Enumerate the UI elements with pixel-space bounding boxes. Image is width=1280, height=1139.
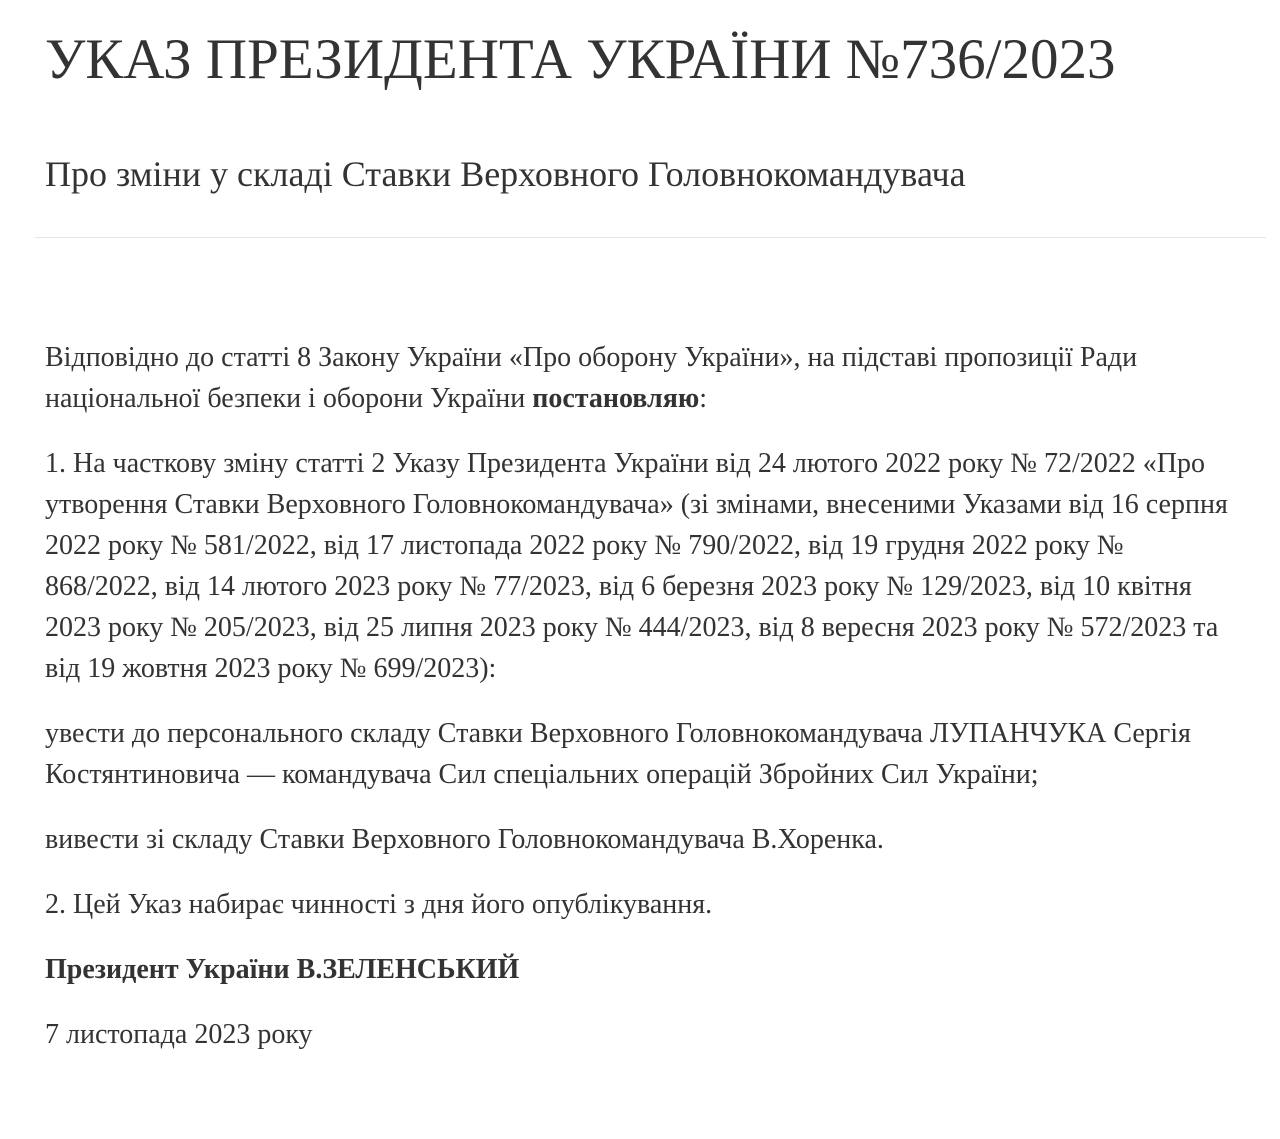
paragraph-remove-member: вивести зі складу Ставки Верховного Головнокомандувача В.Хоренка. bbox=[45, 824, 884, 855]
divider bbox=[35, 237, 1266, 238]
page-subtitle: Про зміни у складі Ставки Верховного Головнокомандувача bbox=[45, 154, 966, 194]
paragraph-add-member: увести до персонального складу Ставки Верховного Головнокомандувача ЛУПАНЧУКА Сергія Костянтиновича — командувача Сил спеціальних операцій Збройних Сил України; bbox=[45, 718, 1191, 790]
decree-body bbox=[45, 337, 1238, 1055]
preamble-text: Відповідно до статті 8 Закону України «Про оборону України», на підставі пропозиції Ради національної безпеки і оборони України bbox=[45, 342, 1138, 414]
date-line: 7 листопада 2023 року bbox=[45, 1019, 313, 1050]
preamble-colon: : bbox=[699, 383, 708, 414]
paragraph-item-1: 1. На часткову зміну статті 2 Указу Президента України від 24 лютого 2022 року № 72/2022 «Про утворення Ставки Верховного Головнокомандувача» (зі змінами, внесеними Указами від 16 серпня 2022 року № 581/2022, від 17 листопада 2022 року № 790/2022, від 19 грудня 2022 року № 868/2022, від 14 лютого 2023 року № 77/2023, від 6 березня 2023 року № 129/2023, від 10 квітня 2023 року № 205/2023, від 25 липня 2023 року № 444/2023, від 8 вересня 2023 року № 572/2023 та від 19 жовтня 2023 року № 699/2023): bbox=[45, 448, 1228, 684]
preamble-bold-word: постановляю bbox=[532, 383, 700, 414]
signature-line: Президент України В.ЗЕЛЕНСЬКИЙ bbox=[45, 954, 520, 985]
preamble-paragraph bbox=[45, 337, 1238, 419]
page-title: УКАЗ ПРЕЗИДЕНТА УКРАЇНИ №736/2023 bbox=[45, 28, 1116, 91]
paragraph-item-2: 2. Цей Указ набирає чинності з дня його опублікування. bbox=[45, 889, 713, 920]
